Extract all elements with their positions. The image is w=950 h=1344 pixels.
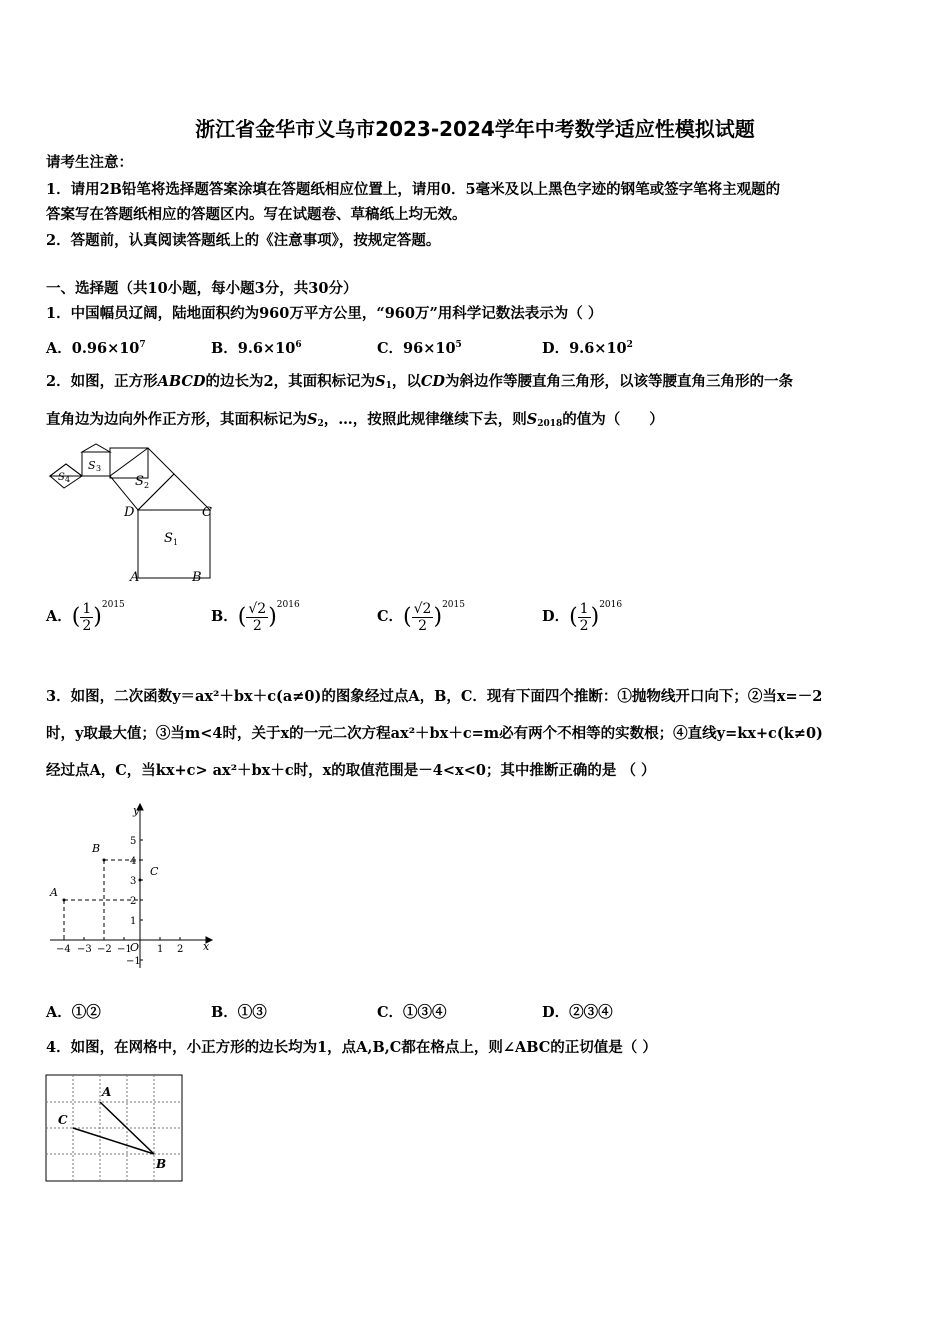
q2-s2018-sub: 2018: [537, 419, 563, 429]
q4-point-a-label: A: [102, 1085, 112, 1099]
q2-stem-c: ，以: [391, 373, 421, 390]
q2-label-a: A: [130, 570, 140, 584]
q2-label-s4: S: [58, 472, 65, 483]
q2-option-c[interactable]: C．( $\frac{√2}{2}$ )$^{2015}$: [377, 600, 465, 634]
q1-stem: 1．中国幅员辽阔，陆地面积约为960万平方公里，“960万”用科学记数法表示为（ ）: [46, 305, 603, 322]
q1-option-d-exp: 2: [626, 340, 633, 351]
q3-ytick: 4: [130, 856, 137, 867]
q3-origin-label: O: [130, 941, 140, 954]
q3-xtick: 2: [177, 944, 184, 955]
q2-label-s2-sub: 2: [144, 481, 150, 490]
q2-label-s1: S: [164, 531, 173, 546]
q3-option-b[interactable]: B．①③: [211, 1004, 267, 1021]
q2-cd: CD: [420, 373, 445, 390]
q2-label-s3-sub: 3: [96, 464, 102, 473]
notice-line-2: 答案写在答题纸相应的答题区内。写在试题卷、草稿纸上均无效。: [46, 206, 467, 223]
q2-s1: S: [375, 373, 386, 390]
q2-option-c-num: √2: [413, 600, 432, 617]
q2-s2: S: [307, 411, 318, 428]
q2-line2-c: 的值为（ ）: [562, 411, 664, 428]
q2-label-s4-sub: 4: [65, 475, 71, 484]
q2-label-d: D: [124, 505, 135, 520]
q3-xtick: 1: [157, 944, 164, 955]
q2-option-b-num: √2: [248, 600, 267, 617]
q3-point-c-label: C: [150, 865, 159, 878]
q2-option-d-pow: 2016: [599, 600, 623, 610]
q2-option-a[interactable]: A．( $\frac{1}{2}$ )$^{2015}$: [46, 600, 125, 634]
q2-label-b: B: [192, 570, 202, 584]
q3-coordinate-figure: [46, 800, 216, 972]
q2-abcd: ABCD: [157, 373, 206, 390]
q4-grid-figure: [44, 1072, 184, 1184]
q3-stem-line-2: 时，y取最大值；③当m<4时，关于x的一元二次方程ax²＋bx＋c=m必有两个不相等的实数根；④直线y=kx+c(k≠0): [46, 725, 823, 742]
q3-ytick: 5: [130, 836, 137, 847]
q3-point-a-label: A: [50, 886, 58, 899]
q2-option-a-label: A．: [46, 608, 72, 625]
q2-option-c-label: C．: [377, 608, 404, 625]
q2-option-b-den: 2: [252, 617, 262, 634]
q3-option-a[interactable]: A．①②: [46, 1004, 101, 1021]
q3-xtick: −2: [97, 944, 112, 955]
q3-stem-line-3: 经过点A，C，当kx+c> ax²＋bx＋c时，x的取值范围是－4<x<0；其中推断正确的是 （ ）: [46, 762, 656, 779]
q2-stem-line-2: [46, 408, 664, 429]
page-title: 浙江省金华市义乌市2023-2024学年中考数学适应性模拟试题: [195, 117, 755, 141]
q3-axis-y-label: y: [133, 804, 140, 817]
q2-option-b-pow: 2016: [276, 600, 300, 610]
q2-option-d-label: D．: [542, 608, 570, 625]
q4-stem: 4．如图，在网格中，小正方形的边长均为1，点A,B,C都在格点上，则∠ABC的正切值是（ ）: [46, 1039, 657, 1056]
q3-ytick: −1: [126, 956, 141, 967]
q3-ytick: 2: [130, 896, 137, 907]
q2-label-c: C: [202, 505, 212, 520]
q1-option-a[interactable]: [46, 337, 146, 358]
q3-stem-line-1: 3．如图，二次函数y＝ax²＋bx＋c(a≠0)的图象经过点A，B，C．现有下面四个推断：①抛物线开口向下；②当x=－2: [46, 688, 823, 705]
q2-stem-line-1: [46, 370, 793, 391]
q3-xtick: −3: [77, 944, 92, 955]
q2-square-figure: [44, 442, 216, 584]
q1-option-b-text: B．9.6×10: [211, 340, 296, 357]
q2-s1-sub: 1: [385, 381, 392, 391]
q2-label-s2: S: [135, 474, 144, 489]
q1-option-d[interactable]: [542, 337, 633, 358]
q2-s2-sub: 2: [317, 419, 324, 429]
q1-option-c-text: C．96×10: [377, 340, 456, 357]
q2-line2-a: 直角边为边向外作正方形，其面积标记为: [46, 411, 307, 428]
q3-xtick: −4: [56, 944, 71, 955]
q1-option-c-exp: 5: [455, 340, 462, 351]
q2-option-c-pow: 2015: [442, 600, 465, 610]
q3-point-b-label: B: [92, 842, 101, 855]
q1-option-a-exp: 7: [139, 340, 146, 351]
q3-option-d[interactable]: D．②③④: [542, 1004, 613, 1021]
q2-option-c-den: 2: [418, 617, 428, 634]
q2-stem-b: 的边长为2，其面积标记为: [205, 373, 376, 390]
q2-option-d-den: 2: [579, 617, 589, 634]
q2-stem-d: 为斜边作等腰直角三角形，以该等腰直角三角形的一条: [444, 373, 793, 390]
notice-heading: 请考生注意：: [46, 154, 133, 171]
q2-label-s3: S: [88, 459, 96, 472]
q2-option-a-den: 2: [82, 617, 92, 634]
notice-line-3: 2．答题前，认真阅读答题纸上的《注意事项》，按规定答题。: [46, 232, 441, 249]
q2-s2018: S: [526, 411, 538, 428]
q2-label-s1-sub: 1: [173, 538, 179, 547]
q1-option-b[interactable]: [211, 337, 302, 358]
q4-point-b-label: B: [156, 1157, 167, 1171]
q2-option-d-num: 1: [579, 600, 589, 617]
notice-line-1: 1．请用2B铅笔将选择题答案涂填在答题纸相应位置上，请用0．5毫米及以上黑色字迹的钢笔或签字笔将主观题的: [46, 181, 781, 198]
section-heading: 一、选择题（共10小题，每小题3分，共30分）: [46, 280, 358, 297]
q3-ytick: 3: [130, 876, 137, 887]
q1-option-b-exp: 6: [295, 340, 302, 351]
q3-axis-x-label: x: [203, 940, 210, 953]
q3-option-c[interactable]: C．①③④: [377, 1004, 447, 1021]
q3-ytick: 1: [130, 916, 137, 927]
q2-option-a-num: 1: [82, 600, 92, 617]
q1-option-d-text: D．9.6×10: [542, 340, 627, 357]
q2-line2-b: ，…，按照此规律继续下去，则: [323, 411, 527, 428]
q2-option-d[interactable]: D．( $\frac{1}{2}$ )$^{2016}$: [542, 600, 623, 634]
q2-option-a-pow: 2015: [101, 600, 125, 610]
q3-xtick: −1: [117, 944, 132, 955]
q1-option-a-text: A．0.96×10: [46, 340, 140, 357]
q2-option-b[interactable]: B．( $\frac{√2}{2}$ )$^{2016}$: [211, 600, 300, 634]
q2-stem-a: 2．如图，正方形: [46, 373, 158, 390]
q4-point-c-label: C: [58, 1113, 68, 1127]
q1-option-c[interactable]: [377, 337, 462, 358]
q2-option-b-label: B．: [211, 608, 238, 625]
